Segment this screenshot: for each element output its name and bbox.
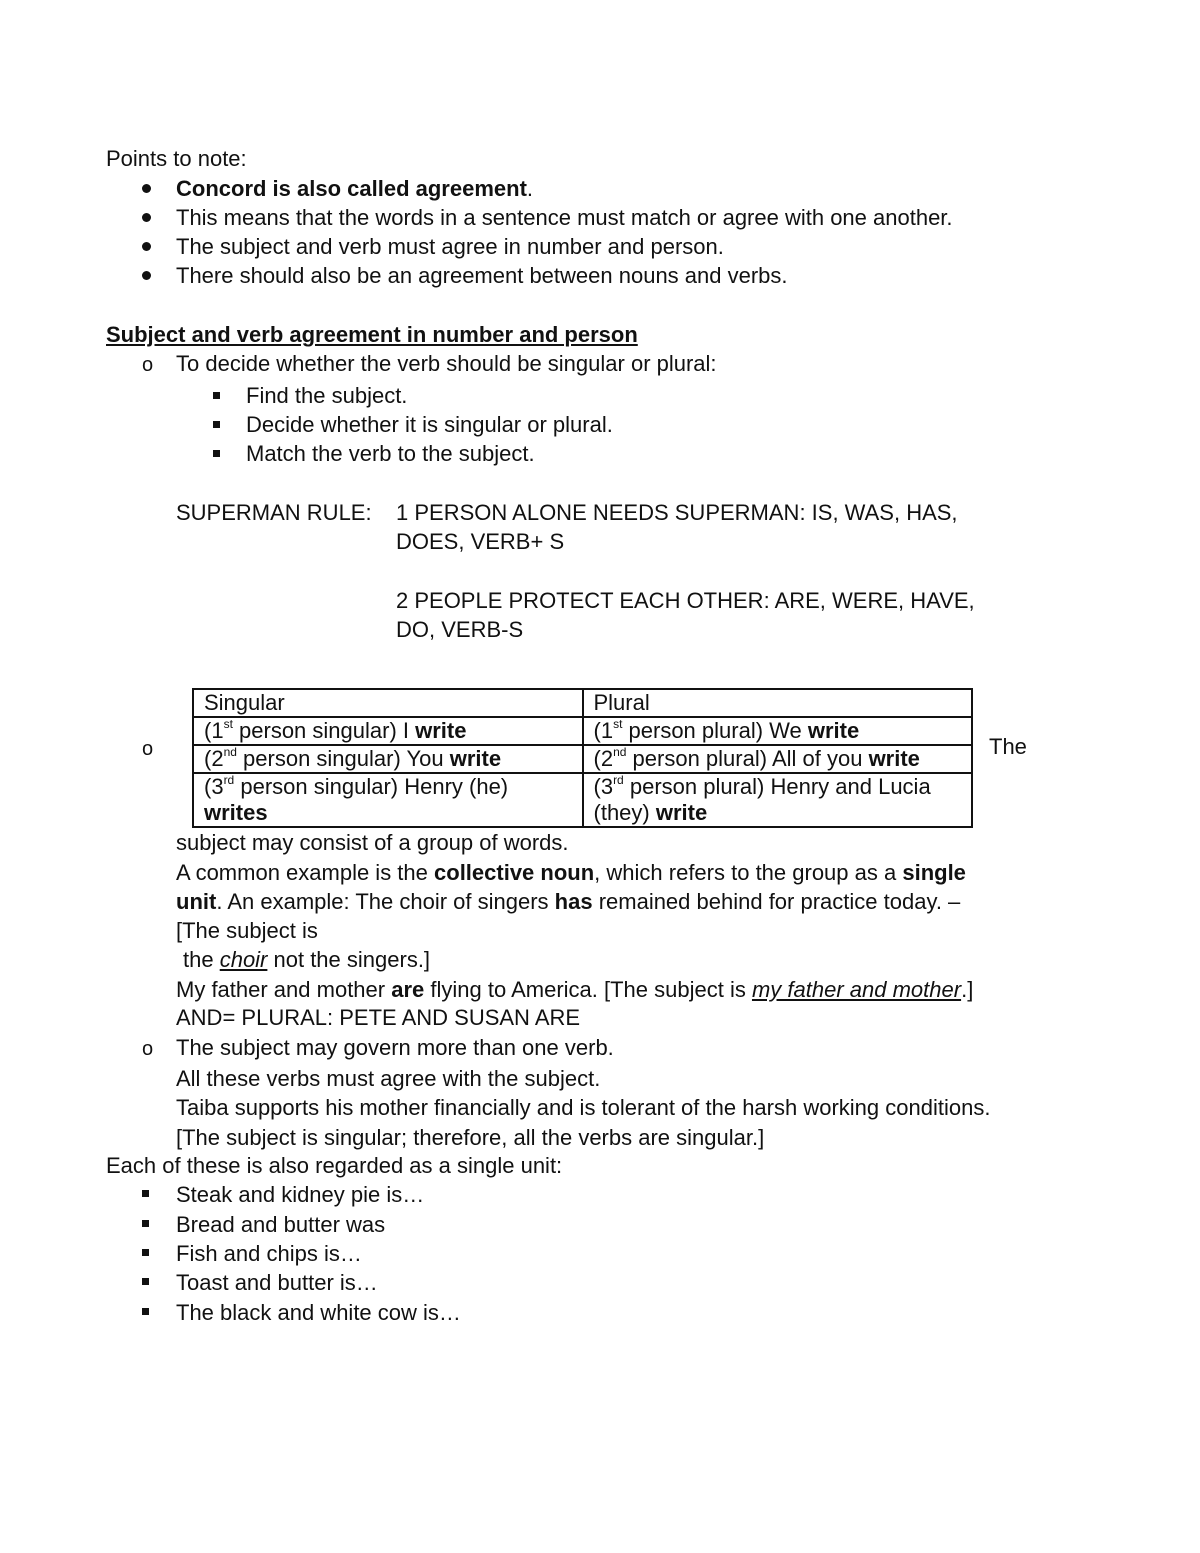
single-unit-item-3: Fish and chips is…	[176, 1241, 362, 1266]
table-row	[193, 745, 972, 773]
points-heading: Points to note:	[106, 146, 247, 171]
collective-line-4: [The subject is	[176, 918, 318, 943]
table-row	[193, 773, 972, 827]
cell-second-plural: (2nd person plural) All of you write	[583, 745, 973, 773]
points-bullet-1	[176, 176, 533, 202]
points-bullet-1-rest: .	[526, 176, 534, 201]
square-bullet-icon	[142, 1249, 149, 1256]
bullet-dot-icon	[142, 242, 151, 251]
circle-bullet-icon: o	[142, 354, 154, 376]
square-bullet-icon	[213, 421, 220, 428]
superman-rule2-line1: 2 PEOPLE PROTECT EACH OTHER: ARE, WERE, HAVE,	[396, 588, 975, 613]
agreement-table	[192, 688, 973, 828]
square-bullet-icon	[213, 392, 220, 399]
square-bullet-icon	[142, 1190, 149, 1197]
superman-rule1-line2: DOES, VERB+ S	[396, 529, 565, 554]
govern-line-3: Taiba supports his mother financially and is tolerant of the harsh working conditions.	[176, 1095, 991, 1120]
collective-line-1: subject may consist of a group of words.	[176, 830, 569, 855]
collective-line-3: unit. An example: The choir of singers has remained behind for practice today. –	[176, 889, 961, 914]
square-bullet-icon	[213, 450, 220, 457]
points-bullet-2: This means that the words in a sentence must match or agree with one another.	[176, 205, 953, 230]
cell-first-plural: (1st person plural) We write	[583, 717, 973, 745]
superman-rule1-line1: 1 PERSON ALONE NEEDS SUPERMAN: IS, WAS, HAS,	[396, 500, 958, 525]
superman-rule2-line2: DO, VERB-S	[396, 617, 524, 642]
bullet-dot-icon	[142, 271, 151, 280]
table-trailing-word: The	[989, 734, 1027, 759]
table-header-row	[193, 689, 972, 717]
govern-line-4: [The subject is singular; therefore, all the verbs are singular.]	[176, 1125, 765, 1150]
table-row	[193, 717, 972, 745]
bullet-dot-icon	[142, 213, 151, 222]
collective-line-6: My father and mother are flying to America. [The subject is my father and mother.]	[176, 977, 974, 1002]
square-bullet-icon	[142, 1220, 149, 1227]
points-bullet-3: The subject and verb must agree in number and person.	[176, 234, 724, 259]
single-unit-item-1: Steak and kidney pie is…	[176, 1182, 425, 1207]
collective-line-5: the choir not the singers.]	[183, 947, 431, 972]
single-unit-item-4: Toast and butter is…	[176, 1270, 378, 1295]
collective-line-7: AND= PLURAL: PETE AND SUSAN ARE	[176, 1005, 581, 1030]
header-singular: Singular	[193, 689, 583, 717]
step-1: Find the subject.	[246, 383, 408, 408]
govern-line-2: All these verbs must agree with the subject.	[176, 1066, 601, 1091]
square-bullet-icon	[142, 1308, 149, 1315]
cell-third-singular: (3rd person singular) Henry (he) writes	[193, 773, 583, 827]
govern-line-1: The subject may govern more than one verb.	[176, 1035, 614, 1060]
single-unit-item-5: The black and white cow is…	[176, 1300, 461, 1325]
circle-bullet-icon: o	[142, 1038, 154, 1060]
section-title: Subject and verb agreement in number and person	[106, 322, 638, 347]
single-unit-item-2: Bread and butter was	[176, 1212, 386, 1237]
header-plural: Plural	[583, 689, 973, 717]
points-bullet-4: There should also be an agreement between nouns and verbs.	[176, 263, 788, 288]
table-circle-marker: o	[142, 738, 154, 760]
step-2: Decide whether it is singular or plural.	[246, 412, 613, 437]
superman-label: SUPERMAN RULE:	[176, 500, 372, 525]
square-bullet-icon	[142, 1278, 149, 1285]
section-intro: To decide whether the verb should be singular or plural:	[176, 351, 717, 376]
cell-second-singular: (2nd person singular) You write	[193, 745, 583, 773]
single-unit-heading: Each of these is also regarded as a single unit:	[106, 1153, 563, 1178]
cell-third-plural: (3rd person plural) Henry and Lucia (they) write	[583, 773, 973, 827]
cell-first-singular: (1st person singular) I write	[193, 717, 583, 745]
bullet-dot-icon	[142, 184, 151, 193]
collective-line-2: A common example is the collective noun, which refers to the group as a single	[176, 860, 966, 885]
points-bullet-1-bold: Concord is also called agreement	[176, 176, 527, 201]
step-3: Match the verb to the subject.	[246, 441, 535, 466]
